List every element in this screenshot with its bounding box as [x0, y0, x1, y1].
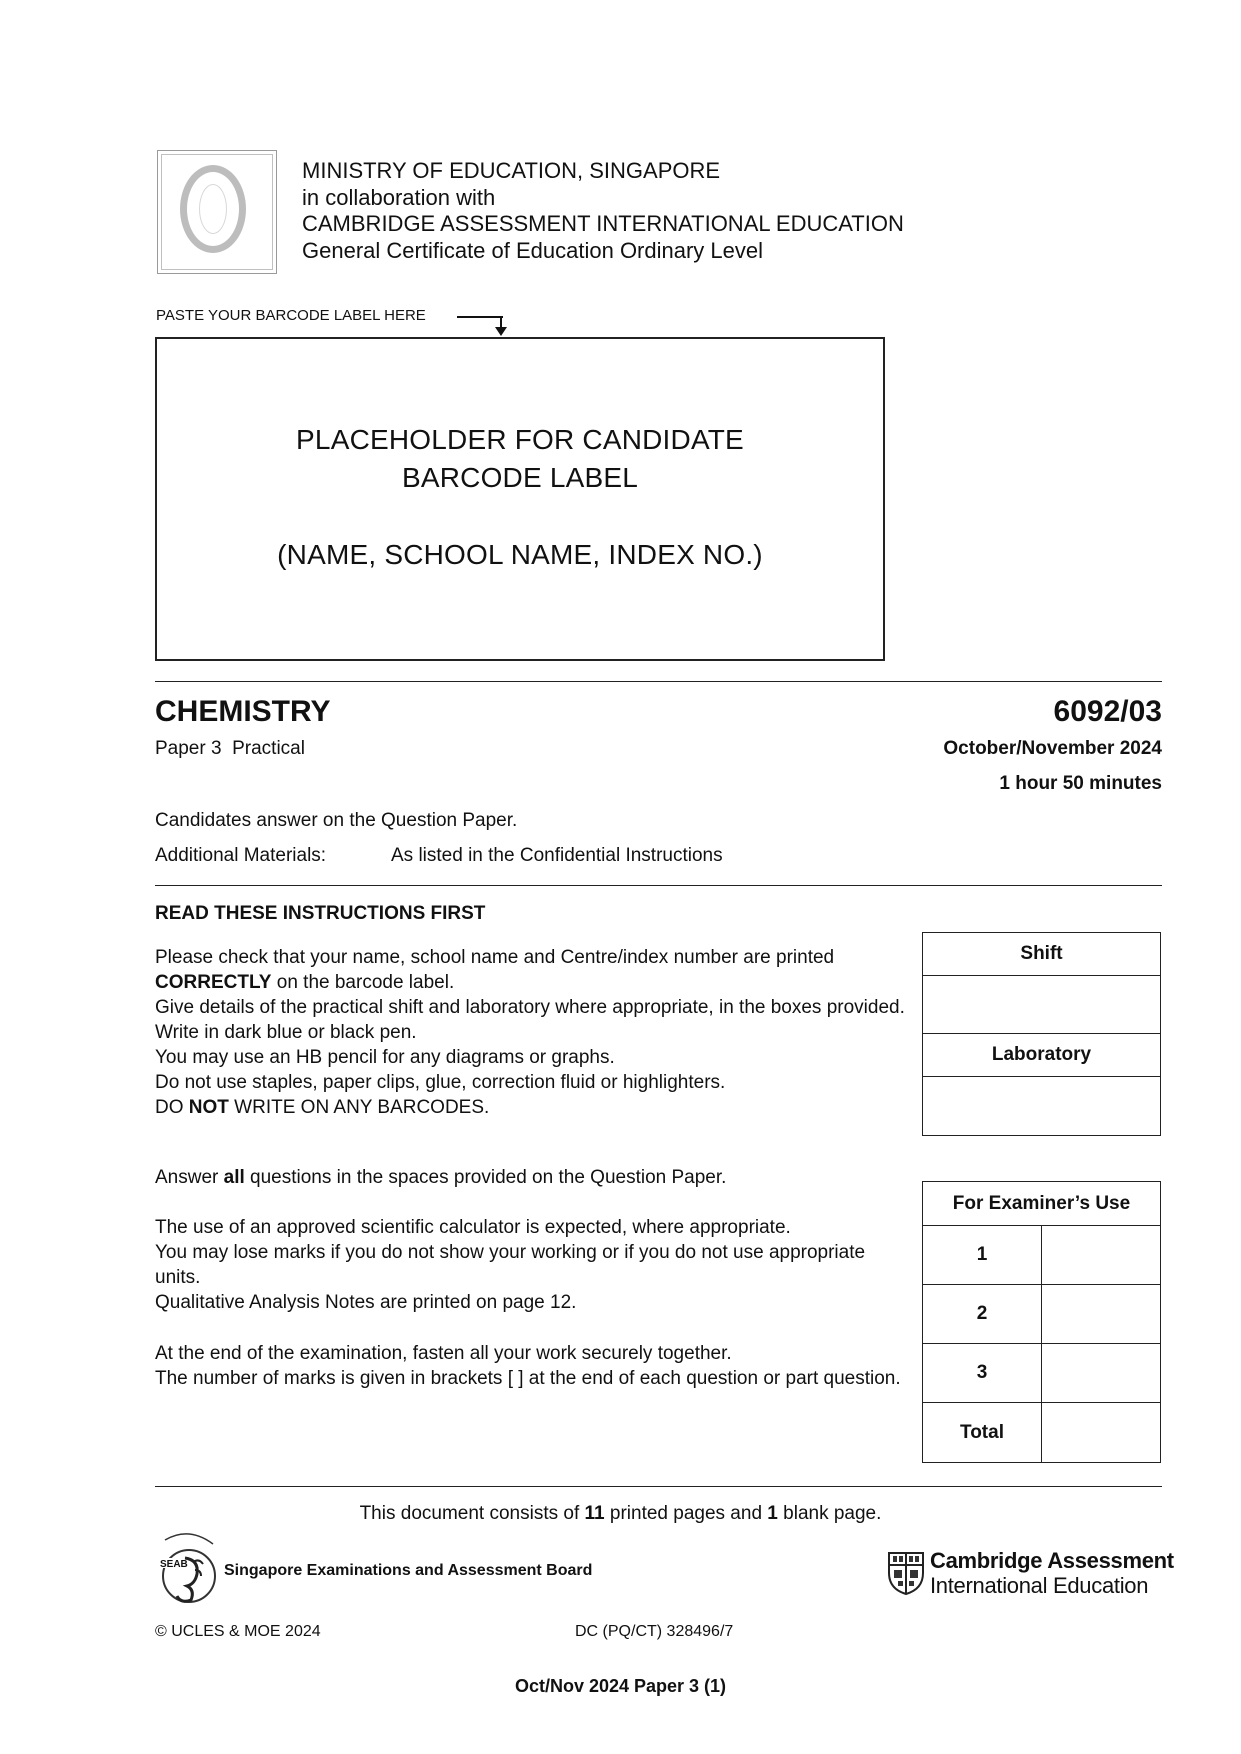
marks-field — [1042, 1285, 1160, 1343]
exam-duration: 1 hour 50 minutes — [999, 773, 1162, 794]
laboratory-entry-field[interactable] — [923, 1077, 1160, 1135]
instructions-block-2 — [155, 1165, 905, 1190]
instruction-line: You may lose marks if you do not show your working or if you do not use appropriate units. — [155, 1242, 866, 1288]
header-line-gce: General Certificate of Education Ordinary Level — [302, 237, 764, 263]
examiner-row — [923, 1226, 1160, 1285]
examiner-use-box — [922, 1181, 1161, 1463]
examiner-row — [923, 1285, 1160, 1344]
question-number: 2 — [923, 1285, 1042, 1343]
total-label: Total — [923, 1403, 1042, 1462]
instruction-line: DO NOT WRITE ON ANY BARCODES. — [155, 1097, 490, 1118]
divider-footer — [155, 1486, 1162, 1487]
cambridge-name-line1: Cambridge Assessment — [930, 1548, 1174, 1573]
instruction-line: Give details of the practical shift and laboratory where appropriate, in the boxes provided. — [155, 997, 905, 1018]
marks-field — [1042, 1344, 1160, 1402]
document-code: DC (PQ/CT) 328496/7 — [575, 1623, 734, 1640]
syllabus-code: 6092/03 — [1053, 695, 1162, 728]
instruction-line: Please check that your name, school name and Centre/index number are printed — [155, 947, 835, 968]
instructions-heading: READ THESE INSTRUCTIONS FIRST — [155, 903, 486, 924]
barcode-placeholder-line1: PLACEHOLDER FOR CANDIDATE — [296, 424, 744, 455]
cambridge-shield-icon — [887, 1551, 925, 1595]
header-line-ministry: MINISTRY OF EDUCATION, SINGAPORE — [302, 158, 721, 183]
instruction-line: Do not use staples, paper clips, glue, correction fluid or highlighters. — [155, 1072, 726, 1093]
o-level-logo — [157, 150, 277, 274]
shift-label: Shift — [923, 933, 1160, 976]
question-number: 3 — [923, 1344, 1042, 1402]
exam-session: October/November 2024 — [943, 738, 1162, 759]
divider-top — [155, 681, 1162, 682]
paste-barcode-label: PASTE YOUR BARCODE LABEL HERE — [156, 307, 426, 324]
instructions-block-4 — [155, 1341, 905, 1391]
paper-footer-note: Oct/Nov 2024 Paper 3 (1) — [514, 1676, 727, 1696]
instruction-line: Write in dark blue or black pen. — [155, 1022, 417, 1043]
divider-instructions — [155, 885, 1162, 886]
instruction-line: Qualitative Analysis Notes are printed on page 12. — [155, 1292, 577, 1313]
shift-entry-field[interactable] — [923, 976, 1160, 1034]
paper-name: Paper 3 Practical — [155, 738, 305, 759]
marks-field — [1042, 1226, 1160, 1284]
laboratory-label: Laboratory — [923, 1034, 1160, 1077]
arrow-line — [457, 316, 503, 318]
page-count-note: This document consists of 11 printed pages and 1 blank page. — [359, 1503, 882, 1524]
copyright: © UCLES & MOE 2024 — [155, 1623, 321, 1640]
arrow-down-icon — [495, 327, 507, 336]
answer-on-note: Candidates answer on the Question Paper. — [155, 810, 518, 831]
examiner-use-title: For Examiner’s Use — [923, 1182, 1160, 1226]
header-line-collab: in collaboration with — [302, 184, 496, 210]
question-number: 1 — [923, 1226, 1042, 1284]
instruction-line: The use of an approved scientific calculator is expected, where appropriate. — [155, 1217, 791, 1238]
instruction-line: CORRECTLY on the barcode label. — [155, 972, 455, 993]
materials-value: As listed in the Confidential Instructions — [391, 845, 723, 866]
barcode-placeholder-box — [155, 337, 885, 661]
instruction-line: At the end of the examination, fasten all your work securely together. — [155, 1343, 732, 1364]
header-line-cambridge: CAMBRIDGE ASSESSMENT INTERNATIONAL EDUCATION — [302, 211, 904, 236]
materials-label: Additional Materials: — [155, 845, 327, 866]
seab-logo-icon — [155, 1530, 223, 1610]
total-marks-field — [1042, 1403, 1160, 1462]
examiner-row — [923, 1344, 1160, 1403]
svg-text:SEAB: SEAB — [160, 1559, 188, 1570]
instruction-line: Answer all questions in the spaces provided on the Question Paper. — [155, 1167, 727, 1188]
instruction-line: You may use an HB pencil for any diagrams or graphs. — [155, 1047, 615, 1068]
shift-lab-box — [922, 932, 1161, 1136]
barcode-placeholder-line3: (NAME, SCHOOL NAME, INDEX NO.) — [277, 539, 763, 570]
instruction-line: The number of marks is given in brackets [ ] at the end of each question or part question. — [155, 1368, 901, 1389]
cambridge-name-line2: International Education — [930, 1573, 1149, 1598]
seab-name: Singapore Examinations and Assessment Board — [224, 1562, 593, 1579]
subject-title: CHEMISTRY — [155, 695, 331, 728]
instructions-block-3 — [155, 1215, 905, 1315]
instructions-block-1 — [155, 945, 905, 1120]
barcode-placeholder-line2: BARCODE LABEL — [401, 462, 639, 493]
header-block — [302, 158, 904, 264]
examiner-row — [923, 1403, 1160, 1462]
